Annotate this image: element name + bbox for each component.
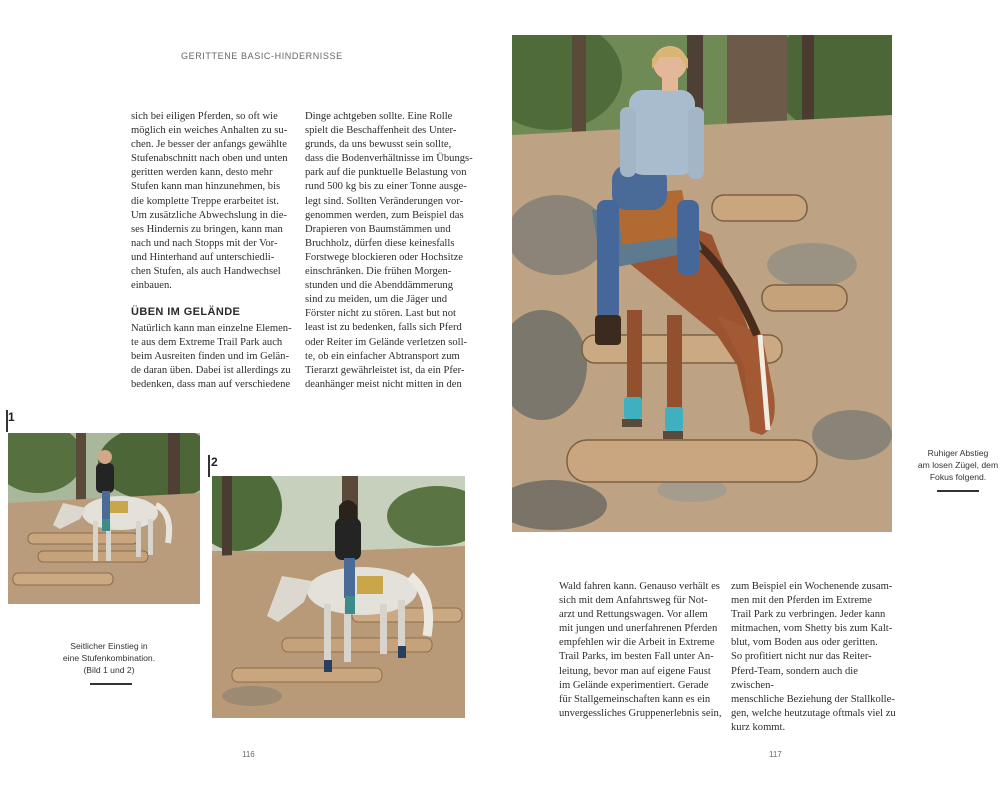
text-line: sind zu meiden, um die Jäger und — [305, 294, 448, 306]
caption-main-photo — [905, 447, 1000, 483]
text-line: sich bei eiligen Pferden, so oft wie — [131, 111, 278, 122]
left-col1-lines — [131, 110, 296, 293]
text-line: te, ob ein einfacher Abtransport zum — [305, 350, 460, 362]
text-line: park auf die punktuelle Belastung von — [305, 167, 467, 179]
text-line: Ruhiger Abstieg — [927, 448, 989, 458]
text-line: legt sind. Sollten Veränderungen vor- — [305, 195, 464, 207]
text-line: ses Hindernis zu bringen, kann man — [131, 223, 283, 235]
text-line: blut, vom Boden aus oder geritten. — [731, 637, 878, 649]
text-line: zum Beispiel ein Wochenende zusam- — [731, 581, 893, 592]
text-line: arzt und Rettungswagen. Vor allem — [559, 609, 708, 621]
figure-1-number: 1 — [8, 410, 15, 424]
text-line: eine Stufenkombination. — [62, 653, 156, 663]
text-line: Drapieren von Baumstämmen und — [305, 223, 451, 235]
left-column-1b — [131, 322, 296, 392]
left-column-2 — [305, 110, 475, 392]
text-line: sich mit dem Anfahrtsweg für Not- — [559, 595, 708, 607]
text-line: spielt die Beschaffenheit des Unter- — [305, 125, 457, 137]
text-line: Dinge achtgeben sollte. Eine Rolle — [305, 111, 453, 122]
text-line: mitmachen, vom Shetty bis zum Kalt- — [731, 623, 893, 635]
text-line: Stufenabschnitt nach oben und unten — [131, 153, 288, 165]
text-line: im Gelände experimentiert. Gerade — [559, 679, 709, 691]
caption-figures-1-2 — [44, 640, 174, 676]
text-line: Pferd-Team, sondern auch die zwischen- — [731, 665, 858, 691]
text-line: Stufen kann man hinzunehmen, bis — [131, 181, 281, 193]
right-column-2 — [731, 580, 901, 735]
text-line: unvergessliches Gruppenerlebnis sein, — [559, 707, 722, 719]
text-line: oder Reiter im Gelände verletzen soll- — [305, 336, 468, 348]
text-line: mit jungen und unerfahrenen Pferden — [559, 623, 718, 635]
text-line: Forstwege blockieren oder Hochsitze — [305, 251, 463, 263]
text-line: gen, welche heutzutage oftmals viel zu — [731, 707, 896, 719]
text-line: genommen werden, zum Beispiel das — [305, 209, 464, 221]
text-line: least ist zu bedenken, falls sich Pferd — [305, 322, 462, 334]
text-line: deanhänger meist nicht mitten in den — [305, 378, 462, 390]
left-col1b-lines — [131, 322, 296, 392]
figure-2-marker — [208, 455, 210, 477]
section-heading: ÜBEN IM GELÄNDE — [131, 306, 241, 318]
text-line: möglich ein weiches Anhalten zu su- — [131, 125, 288, 137]
text-line: für Stallgemeinschaften kann es ein — [559, 693, 711, 705]
text-line: Bruchholz, dürfen diese keinesfalls — [305, 237, 455, 249]
text-line: beim Ausreiten finden und im Gelän- — [131, 351, 289, 363]
text-line: Trail Park zu verbringen. Jeder kann — [731, 609, 886, 621]
caption-rule-right — [937, 490, 979, 492]
text-line: am losen Zügel, dem — [917, 460, 999, 470]
text-line: Natürlich kann man einzelne Elemen- — [131, 323, 292, 334]
text-line: einschränken. Die frühen Morgen- — [305, 266, 452, 278]
text-line: menschliche Beziehung der Stallkolle- — [731, 693, 895, 705]
left-column-1 — [131, 110, 296, 293]
text-line: grunds, da uns bewusst sein sollte, — [305, 139, 452, 151]
text-line: empfehlen wir die Arbeit in Extreme — [559, 637, 715, 649]
text-line: rund 500 kg bis zu einer Tonne ausge- — [305, 181, 467, 193]
text-line: nach und nach Stopps mit der Vor- — [131, 237, 278, 249]
page-number-right: 117 — [769, 750, 782, 759]
text-line: leitung, bevor man auf eigene Faust — [559, 665, 711, 677]
caption-right-lines — [905, 447, 1000, 483]
text-line: Tierarzt gewährleistet ist, da ein Pfer- — [305, 364, 465, 376]
text-line: die komplette Treppe erarbeitet ist. — [131, 195, 279, 207]
text-line: stunden und die Abenddämmerung — [305, 280, 453, 292]
text-line: einbauen. — [131, 280, 172, 292]
text-line: men mit den Pferden im Extreme — [731, 595, 872, 607]
text-line: So profitiert nicht nur das Reiter- — [731, 651, 872, 663]
text-line: geritten werden kann, desto mehr — [131, 167, 273, 179]
right-col2-lines — [731, 580, 901, 735]
photo-figure-1 — [8, 433, 200, 604]
photo-main-descent — [512, 35, 892, 532]
text-line: dass die Bodenverhältnisse im Übungs- — [305, 153, 473, 165]
text-line: Seitlicher Einstieg in — [70, 641, 148, 651]
text-line: Förster nicht zu stören. Last but not — [305, 308, 456, 320]
text-line: Trail Parks, im besten Fall unter An- — [559, 651, 714, 663]
text-line: chen Stufen, als auch Handwechsel — [131, 266, 281, 278]
right-column-1 — [559, 580, 729, 721]
text-line: Fokus folgend. — [929, 472, 987, 482]
caption-rule-left — [90, 683, 132, 685]
text-line: te aus dem Extreme Trail Park auch — [131, 337, 283, 349]
text-line: (Bild 1 und 2) — [83, 665, 135, 675]
figure-2-number: 2 — [211, 455, 218, 469]
caption-left-lines — [44, 640, 174, 676]
text-line: und Hinterhand auf unterschiedli- — [131, 251, 275, 263]
page-number-left: 116 — [242, 750, 255, 759]
text-line: Wald fahren kann. Genauso verhält es — [559, 581, 720, 592]
text-line: chen. Je besser der anfangs gewählte — [131, 139, 287, 151]
left-col2-lines — [305, 110, 475, 392]
running-header: GERITTENE BASIC-HINDERNISSE — [181, 51, 343, 61]
right-col1-lines — [559, 580, 729, 721]
text-line: de daran üben. Dabei ist allerdings zu — [131, 365, 291, 377]
text-line: kurz kommt. — [731, 721, 786, 733]
photo-figure-2 — [212, 476, 465, 718]
text-line: Um zusätzliche Abwechslung in die- — [131, 209, 287, 221]
text-line: bedenken, dass man auf verschiedene — [131, 379, 291, 391]
